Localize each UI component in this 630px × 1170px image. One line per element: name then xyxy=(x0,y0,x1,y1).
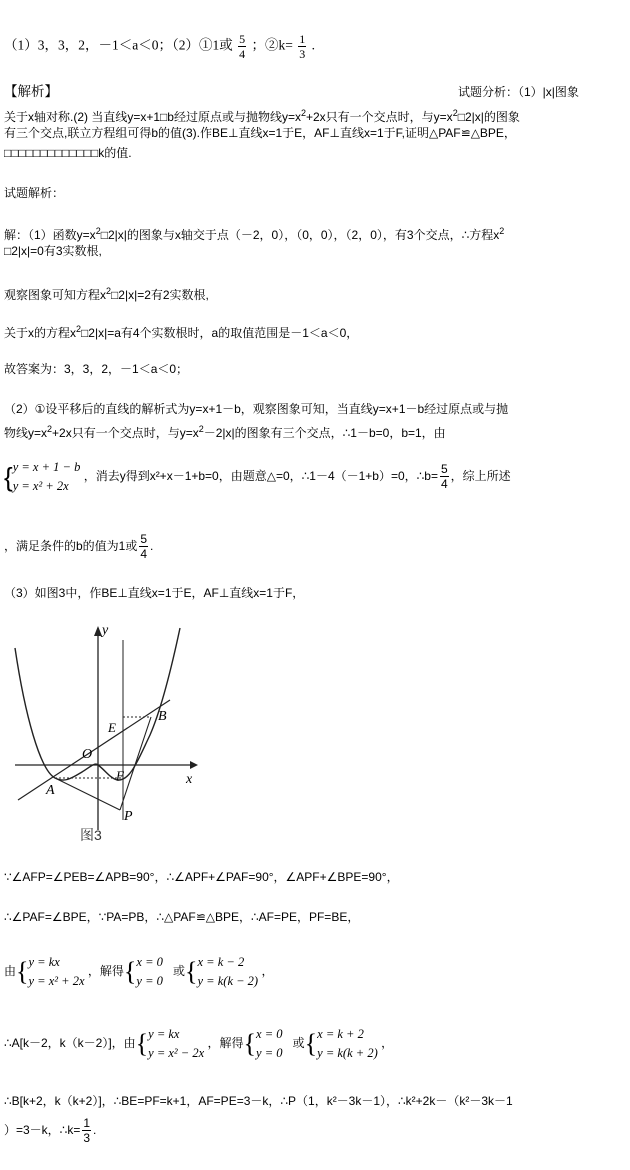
eq: y = 0 xyxy=(136,973,163,988)
solution-p11-line2 xyxy=(4,1112,96,1148)
solution-system xyxy=(317,1025,378,1063)
solution-p4: 故答案为：3，3，2，－1＜a＜0； xyxy=(4,362,189,376)
solution-p5-line1: （2）①设平移后的直线的解析式为y=x+1－b，观察图象可知，当直线y=x+1－b经过原点或与抛 xyxy=(4,402,509,416)
answer-end: . xyxy=(311,37,315,53)
solution-p1-line1: 解：（1）函数$y=x^2□2|x|$的图象与x轴交于点（－2，0），（0，0），（2，0），有3个交点，∴方程$x^2$ xyxy=(4,226,505,242)
text: ，综上所述 xyxy=(450,469,511,483)
solution-p9 xyxy=(4,950,273,992)
text: ， xyxy=(261,964,274,978)
solution-p5-line2: 物线$y=x^2+2x$只有一个交点时，与$y=x^2-2|x|$的图象有三个交点，∴1－b=0，b=1，由 xyxy=(4,424,446,440)
text: +2x只有一个交点时，与y=x xyxy=(52,426,199,440)
eq: y = x² − 2x xyxy=(148,1045,205,1060)
equation-system xyxy=(13,458,81,496)
text: 或 xyxy=(173,964,186,978)
solution-p5-system xyxy=(4,456,511,496)
text: . xyxy=(150,539,154,553)
eq: y = k(k + 2) xyxy=(317,1045,378,1060)
text: 解：（1）函数y=x xyxy=(4,228,96,242)
eq: x = 0 xyxy=(136,954,163,969)
solution-p10 xyxy=(4,1022,393,1064)
eq: y = kx xyxy=(148,1026,180,1041)
figure-3-graph xyxy=(10,620,205,845)
frac-num: 1 xyxy=(299,32,306,46)
text: －2|x|的图象有三个交点，∴1－b=0，b=1，由 xyxy=(203,426,446,440)
analysis-line-1: 关于x轴对称.(2) 当直线y=x+1□b经过原点或与抛物线$y=x^2+2x$只有一个交点时，与$y=x^2□2|x|$的图象 xyxy=(4,108,520,124)
text: 关于x的方程x xyxy=(4,326,77,340)
text: k的值. xyxy=(98,146,132,160)
eq: x = k − 2 xyxy=(197,954,245,969)
text: b经过原点或与抛物线y=x xyxy=(167,110,301,124)
text: 由 xyxy=(4,964,17,978)
frac-den: 3 xyxy=(299,47,306,61)
text: 关于x轴对称.(2) 当直线y=x+1 xyxy=(4,110,161,124)
equation-system xyxy=(29,953,85,991)
solution-p7: ∵∠AFP=∠PEB=∠APB=90°，∴∠APF+∠PAF=90°，∠APF+∠BPE=90°， xyxy=(4,870,399,884)
fraction-one-third xyxy=(82,1116,91,1145)
frac-num: 1 xyxy=(83,1116,91,1131)
analysis-line-2: 有三个交点,联立方程组可得b的值(3).作BE⊥直线x=1于E，AF⊥直线x=1于F,证明△PAF≌△BPE， xyxy=(4,126,516,140)
left-brace: { xyxy=(4,461,13,492)
label-f: F xyxy=(116,768,124,783)
text: 2|x|的图象 xyxy=(464,110,520,124)
label-e: E xyxy=(108,720,116,735)
left-brace: { xyxy=(243,1028,257,1058)
text: 2|x|=a有4个实数根时，a的取值范围是－1＜a＜0， xyxy=(88,326,359,340)
text: 观察图象可知方程x xyxy=(4,288,107,302)
label-b: B xyxy=(158,709,167,724)
text: . xyxy=(93,1123,97,1137)
jieda-title: 试题解析： xyxy=(4,186,65,200)
text: 2|x|的图象与x轴交于点（－2，0），（0，0），（2，0），有3个交点，∴方程x xyxy=(107,228,500,242)
label-a: A xyxy=(46,783,55,798)
eq: y = k(k − 2) xyxy=(197,973,259,988)
eq: y = x² + 2x xyxy=(12,478,69,493)
eq: y = x + 1 − b xyxy=(12,459,81,474)
text: ，消去y得到x²+x－1+b=0，由题意△=0，∴1－4（－1+b）=0，∴b= xyxy=(83,469,438,483)
eq: y = x² + 2x xyxy=(28,973,85,988)
text: +2x只有一个交点时，与y=x xyxy=(305,110,453,124)
fraction-one-third xyxy=(298,32,306,61)
label-o: O xyxy=(82,747,93,762)
jiexi-label: 【解析】 xyxy=(4,84,58,99)
eq: x = 0 xyxy=(256,1026,283,1041)
eq: y = 0 xyxy=(256,1045,283,1060)
text: ， xyxy=(381,1036,394,1050)
left-brace: { xyxy=(304,1028,318,1058)
left-brace: { xyxy=(185,956,198,986)
answer-text: （1）3，3，2，－1＜a＜0；（2）①1或 xyxy=(4,37,233,53)
frac-den: 4 xyxy=(140,547,148,562)
solution-p11-line1: ∴B[k+2，k（k+2）]，∴BE=PF=k+1，AF=PE=3－k，∴P（1，k²－3k－1），∴k²+2k－（k²－3k－1 xyxy=(4,1094,513,1108)
solution-p2: 观察图象可知方程$x^2□2|x|=2$有2实数根, xyxy=(4,286,209,302)
frac-den: 3 xyxy=(83,1131,91,1146)
analysis-line-3: □□□□□□□□□□□□□k的值. xyxy=(4,146,132,160)
solution-p5-conclusion xyxy=(4,526,153,566)
text: 物线y=x xyxy=(4,426,48,440)
solution-p8: ∴∠PAF=∠BPE，∵PA=PB，∴△PAF≌△BPE，∴AF=PE，PF=BE， xyxy=(4,910,360,924)
frac-num: 5 xyxy=(239,32,246,46)
figure-caption: 图3 xyxy=(80,827,102,843)
fraction-b xyxy=(440,462,449,491)
text: ，满足条件的b的值为1或 xyxy=(4,539,138,553)
label-y: y xyxy=(102,623,109,638)
eq: x = k + 2 xyxy=(317,1026,364,1041)
solution-p3: 关于x的方程$x^2□2|x|=a$有4个实数根时，a的取值范围是－1＜a＜0， xyxy=(4,324,359,340)
left-brace: { xyxy=(135,1028,149,1058)
left-brace: { xyxy=(123,956,137,986)
eq: y = kx xyxy=(28,954,60,969)
frac-num: 5 xyxy=(440,462,448,477)
left-brace: { xyxy=(16,956,29,986)
solution-system xyxy=(136,953,162,991)
text: ，解得 xyxy=(207,1036,244,1050)
frac-den: 4 xyxy=(239,47,246,61)
solution-system xyxy=(256,1025,282,1063)
fraction-five-fourths xyxy=(139,532,148,561)
solution-p6: （3）如图3中，作BE⊥直线x=1于E，AF⊥直线x=1于F， xyxy=(4,586,305,600)
frac-den: 4 xyxy=(440,477,448,492)
label-x: x xyxy=(186,772,193,787)
solution-p1-line2: □2|x|=0有3实数根, xyxy=(4,244,102,258)
answer-mid: ；②k= xyxy=(251,37,293,53)
text: 或 xyxy=(292,1036,305,1050)
answer-line xyxy=(4,32,315,61)
fraction-five-fourths xyxy=(238,32,246,61)
equation-system xyxy=(148,1025,204,1063)
frac-num: 5 xyxy=(140,532,148,547)
label-p: P xyxy=(124,809,133,824)
text: ）=3－k，∴k= xyxy=(4,1123,81,1137)
analysis-title: 试题分析：（1）|x|图象 xyxy=(458,85,579,99)
solution-system xyxy=(198,953,259,991)
text: 2|x|=0有3实数根, xyxy=(11,244,102,258)
text: ，解得 xyxy=(87,964,124,978)
text: 2|x|=2有2实数根, xyxy=(118,288,209,302)
text: ∴A[k－2，k（k－2）]，由 xyxy=(4,1036,136,1050)
